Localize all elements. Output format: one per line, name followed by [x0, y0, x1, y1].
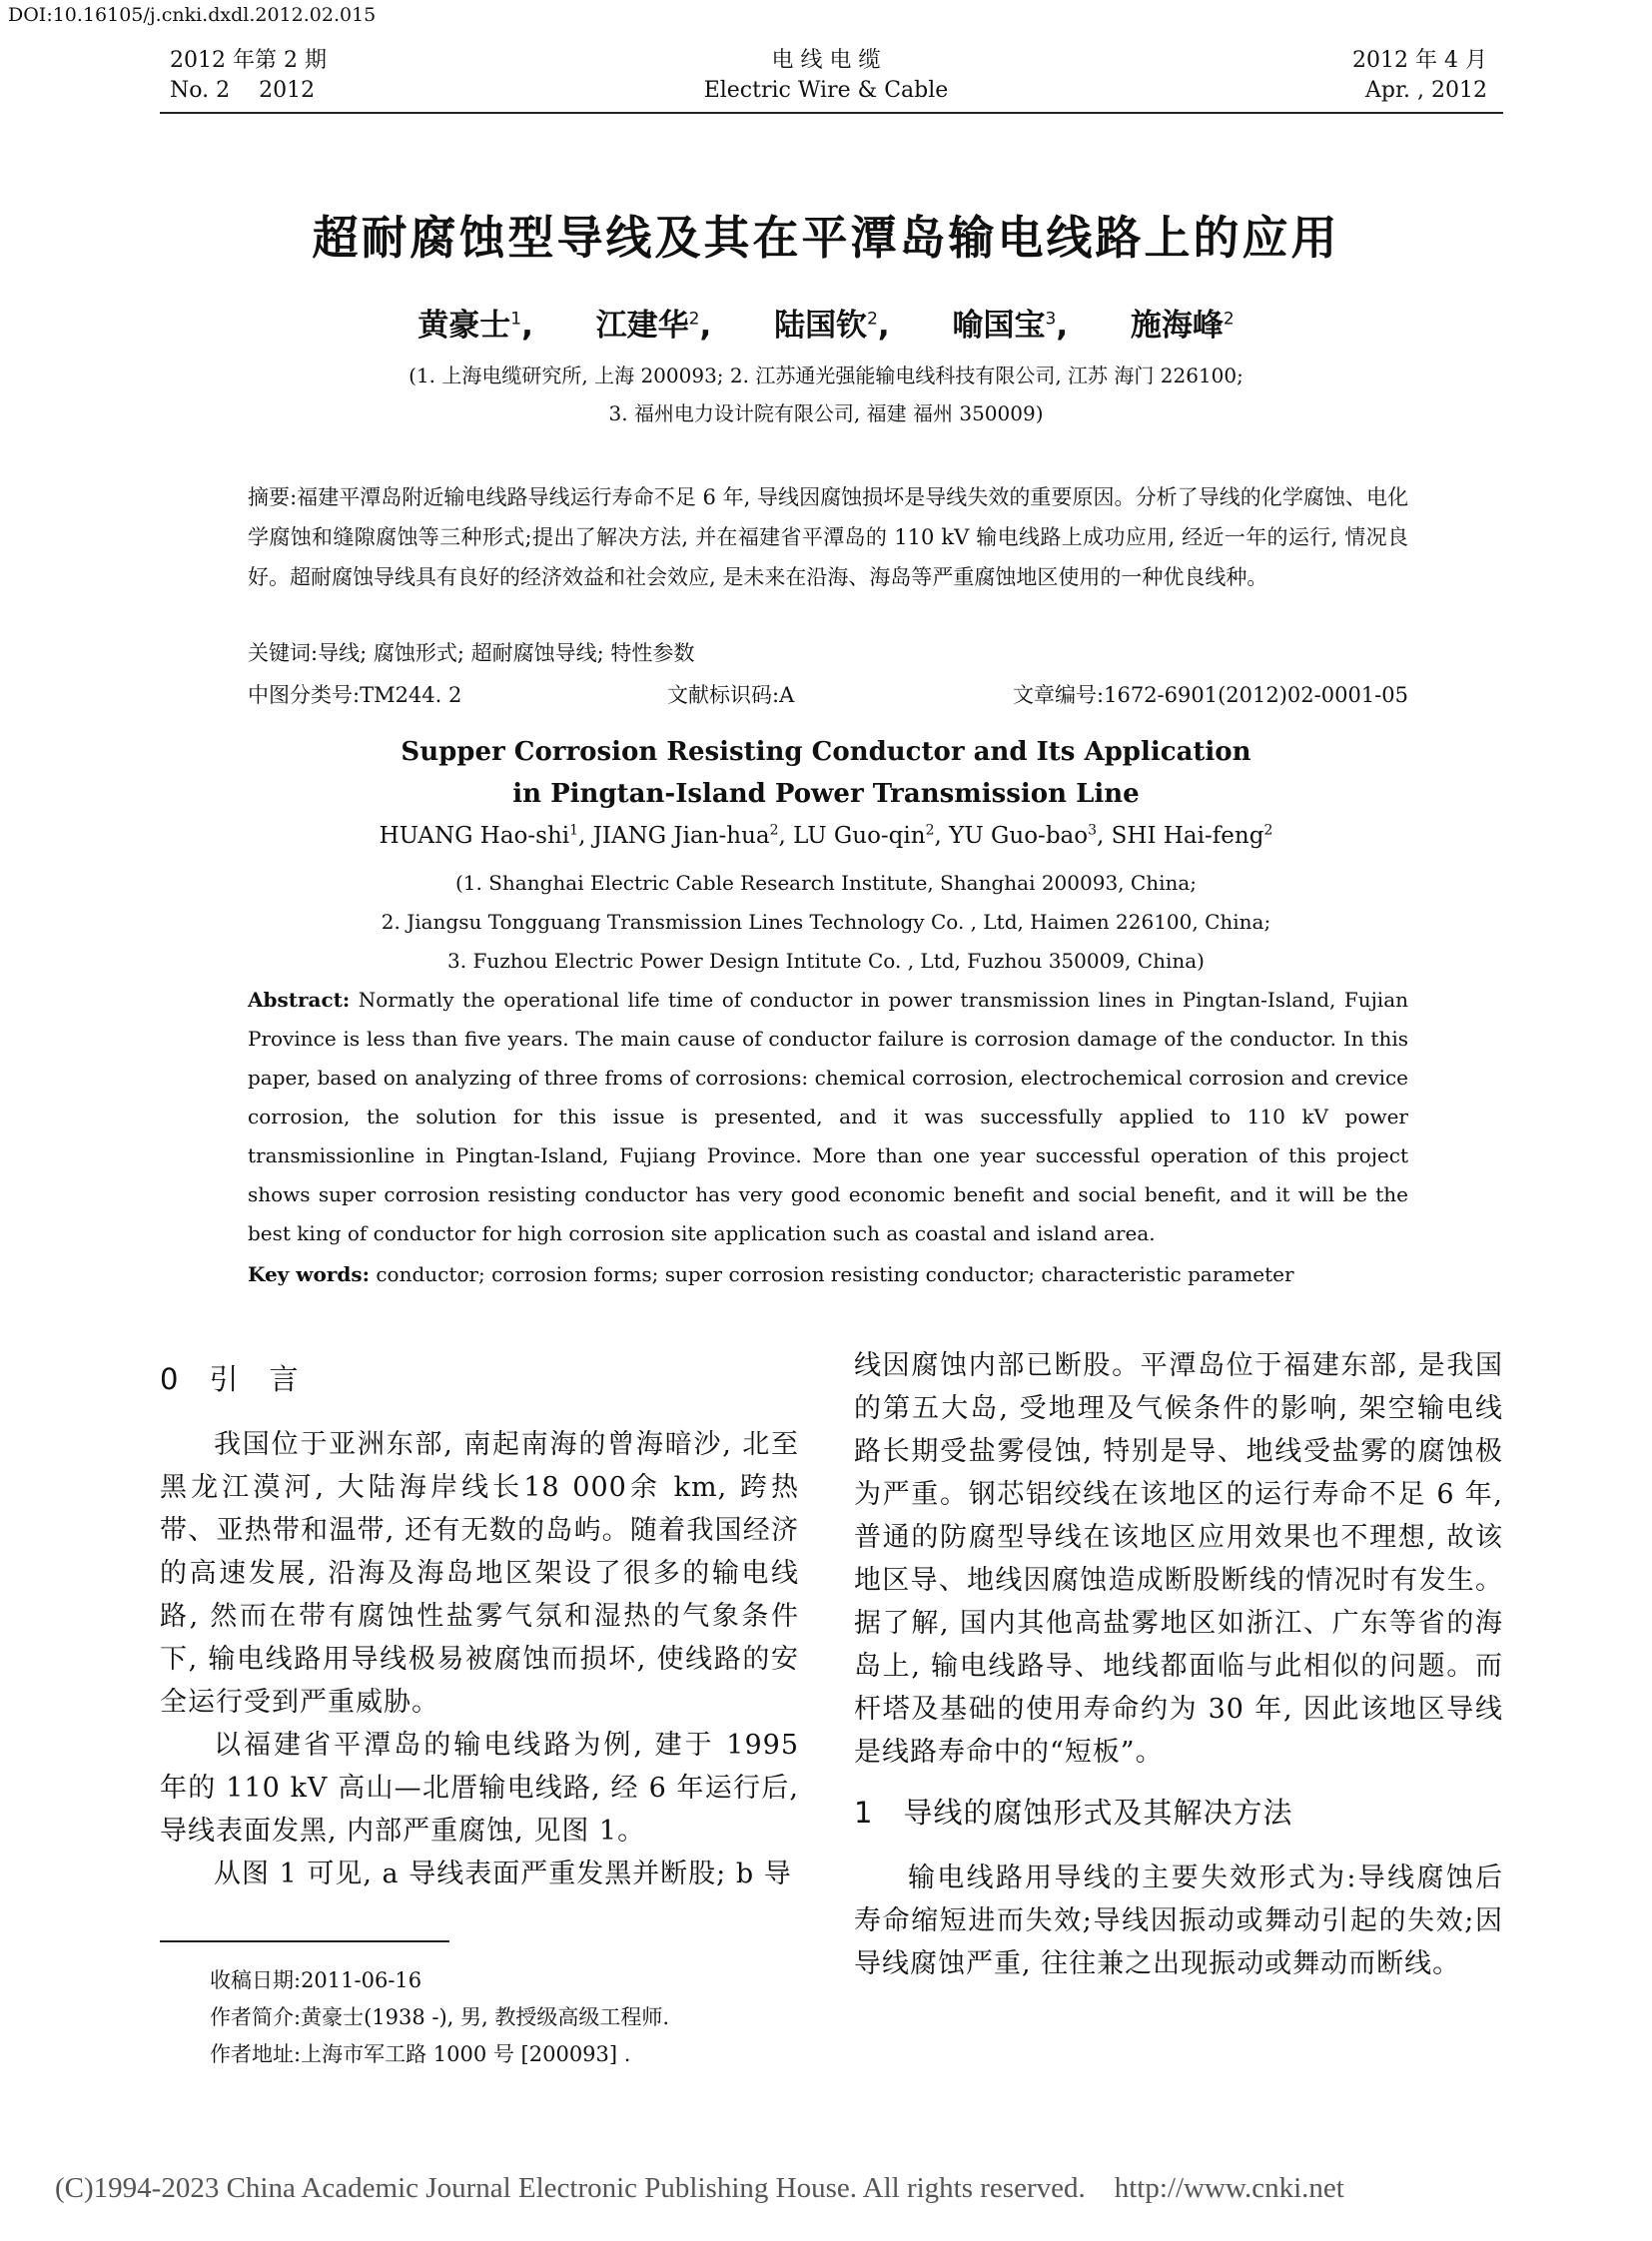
author-list-en [0, 822, 1652, 849]
header-rule [160, 112, 1503, 114]
author: 陆国钦$^2$, [774, 308, 890, 344]
footnote-author-bio: 作者简介:黄豪士(1938 -), 男, 教授级高级工程师. [210, 2005, 670, 2029]
author: 黄豪士$^1$, [417, 308, 533, 344]
author: 施海峰$^2$ [1130, 308, 1235, 344]
article-number: 文章编号:1672-6901(2012)02-0001-05 [1013, 683, 1408, 707]
document-code: 文献标识码:A [667, 683, 795, 707]
author-list [0, 300, 1652, 345]
abstract-cn: 摘要:福建平潭岛附近输电线路导线运行寿命不足 6 年, 导线因腐蚀损坏是导线失效的重要原因。分析了导线的化学腐蚀、电化学腐蚀和缝隙腐蚀等三种形式;提出了解决方法, 并在福建省平潭岛的 110 kV 输电线路上成功应用, 经近一年的运行, 情况良好。超耐腐蚀导线具有良好的经济效益和社会效应, 是未来在沿海、海岛等严重腐蚀地区使用的一种优良线种。 [248, 485, 1408, 589]
abstract-en-label: Abstract: [248, 988, 351, 1012]
affiliation-en-line: 2. Jiangsu Tongguang Transmission Lines Technology Co. , Ltd, Haimen 226100, China; [381, 910, 1271, 934]
footnote-rule [160, 1940, 449, 1942]
header-date-en: Apr. , 2012 [1364, 78, 1487, 103]
abstract-en [248, 981, 1408, 1253]
header-journal-en: Electric Wire & Cable [703, 78, 949, 103]
header-date [1352, 46, 1487, 106]
author-en: HUANG Hao-shi$^1$, [379, 822, 593, 849]
header-date-cn: 2012 年 4 月 [1352, 48, 1487, 73]
paragraph: 从图 1 可见, a 导线表面严重发黑并断股; b 导 [214, 1859, 792, 1889]
header-issue-en: No. 2 2012 [170, 78, 316, 103]
paragraph: 输电线路用导线的主要失效形式为:导线腐蚀后寿命缩短进而失效;导线因振动或舞动引起的失效;因导线腐蚀严重, 往往兼之出现振动或舞动而断线。 [854, 1863, 1503, 1979]
affiliation-en-line: 3. Fuzhou Electric Power Design Intitute Co. , Ltd, Fuzhou 350009, China) [447, 949, 1205, 973]
author: 喻国宝$^3$, [952, 308, 1069, 344]
title-en-line: Supper Corrosion Resisting Conductor and Its Application [401, 737, 1251, 767]
author-en: JIANG Jian-hua$^2$, [592, 822, 794, 849]
paper-title: 超耐腐蚀型导线及其在平潭岛输电线路上的应用 [312, 211, 1340, 265]
affiliation-line: (1. 上海电缆研究所, 上海 200093; 2. 江苏通光强能输电线科技有限公司, 江苏 海门 226100; [409, 364, 1243, 387]
author: 江建华$^2$, [595, 308, 712, 344]
right-column [854, 1344, 1503, 1985]
keywords-cn: 关键词:导线; 腐蚀形式; 超耐腐蚀导线; 特性参数 [248, 641, 695, 665]
doi: DOI:10.16105/j.cnki.dxdl.2012.02.015 [8, 4, 377, 26]
section-heading: 1 导线的腐蚀形式及其解决方法 [854, 1796, 1293, 1830]
keywords-en-label: Key words: [248, 1262, 370, 1286]
author-en: SHI Hai-feng$^2$ [1111, 822, 1273, 849]
section-heading: 0 引 言 [160, 1362, 300, 1396]
header-journal-cn: 电 线 电 缆 [771, 48, 881, 73]
left-column [160, 1358, 799, 1895]
paragraph: 线因腐蚀内部已断股。平潭岛位于福建东部, 是我国的第五大岛, 受地理及气候条件的影响, 架空输电线路长期受盐雾侵蚀, 特别是导、地线受盐雾的腐蚀极为严重。钢芯铝绞线在该地区的运行寿命不足 6 年, 普通的防腐型导线在该地区应用效果也不理想, 故该地区导、地线因腐蚀造成断股断线的情况时有发生。据了解, 国内其他高盐雾地区如浙江、广东等省的海岛上, 输电线路导、地线都面临与此相似的问题。而杆塔及基础的使用寿命约为 30 年, 因此该地区导线是线路寿命中的“短板”。 [854, 1350, 1503, 1768]
clc-number: 中图分类号:TM244. 2 [248, 683, 462, 707]
affiliation-line: 3. 福州电力设计院有限公司, 福建 福州 350009) [608, 401, 1044, 425]
footnote-address: 作者地址:上海市军工路 1000 号 [200093] . [210, 2042, 631, 2066]
abstract-en-text: Normatly the operational life time of conductor in power transmission lines in Pingtan-Island, Fujian Province is less than five years. The main cause of conductor failure is corrosion damage of the conductor. In this paper, based on analyzing of three froms of corrosions: chemical corrosion, electrochemical corrosion and crevice corrosion, the solution for this issue is presented, and it was successfully applied to 110 kV power transmissionline in Pingtan-Island, Fujiang Province. More than one year successful operation of this project shows super corrosion resisting conductor has very good economic benefit and social benefit, and it will be the best king of conductor for high corrosion site application such as coastal and island area. [248, 988, 1408, 1245]
paragraph: 我国位于亚洲东部, 南起南海的曾海暗沙, 北至黑龙江漠河, 大陆海岸线长18 000余 km, 跨热带、亚热带和温带, 还有无数的岛屿。随着我国经济的高速发展, 沿海及海岛地区架设了很多的输电线路, 然而在带有腐蚀性盐雾气氛和湿热的气象条件下, 输电线路用导线极易被腐蚀而损坏, 使线路的安全运行受到严重威胁。 [160, 1429, 799, 1718]
footnote-received: 收稿日期:2011-06-16 [210, 1968, 422, 1992]
header-issue-cn: 2012 年第 2 期 [170, 48, 327, 73]
affiliation-en-line: (1. Shanghai Electric Cable Research Institute, Shanghai 200093, China; [454, 871, 1198, 895]
paragraph: 以福建省平潭岛的输电线路为例, 建于 1995 年的 110 kV 高山—北厝输电线路, 经 6 年运行后, 导线表面发黑, 内部严重腐蚀, 见图 1。 [160, 1730, 799, 1847]
keywords-en [248, 1262, 1408, 1286]
copyright-notice: (C)1994-2023 China Academic Journal Electronic Publishing House. All rights reserved. http://www.cnki.net [55, 2172, 1344, 2204]
keywords-en-text: conductor; corrosion forms; super corrosion resisting conductor; characteristic parameter [369, 1262, 1294, 1286]
title-en-line: in Pingtan-Island Power Transmission Line [512, 779, 1140, 809]
author-en: LU Guo-qin$^2$, [793, 822, 950, 849]
footnotes [210, 1962, 669, 2073]
author-en: YU Guo-bao$^3$, [949, 822, 1112, 849]
